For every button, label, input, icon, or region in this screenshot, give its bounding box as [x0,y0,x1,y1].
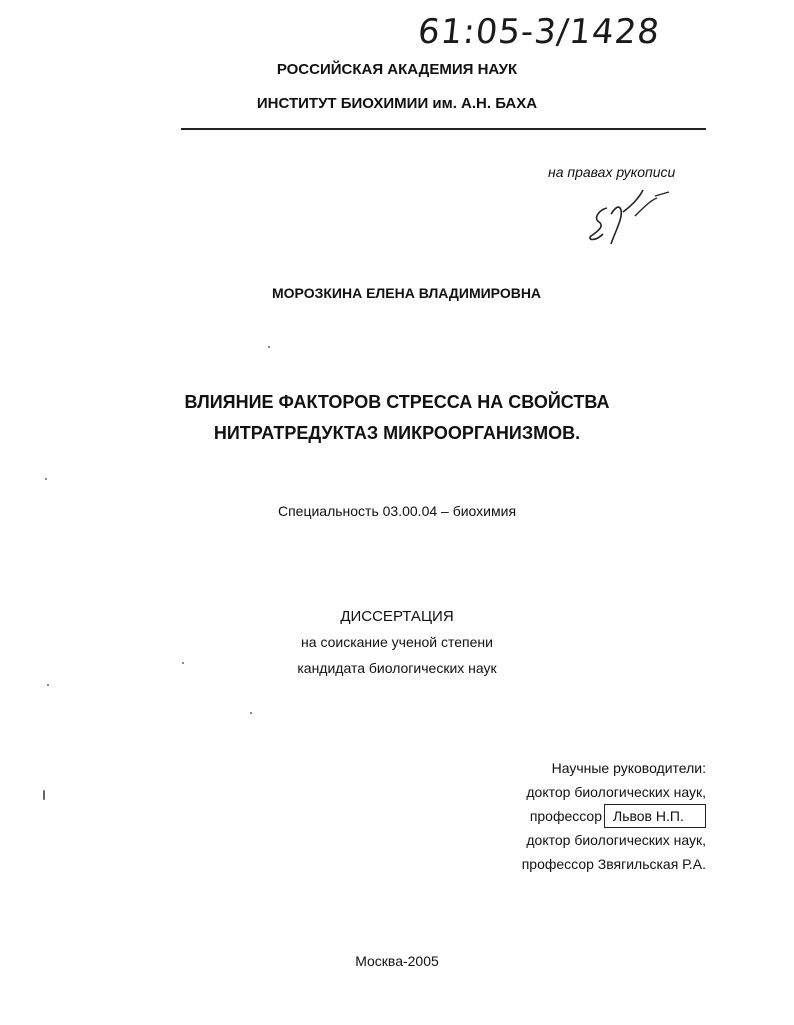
advisor-1-degree: доктор биологических наук, [526,784,706,800]
scan-artifact [250,712,252,714]
dissertation-heading: ДИССЕРТАЦИЯ [340,608,454,625]
advisors-block [522,756,706,876]
specialty-line: Специальность 03.00.04 – биохимия [277,503,517,519]
advisor-1-row [522,804,706,828]
advisors-heading: Научные руководители: [551,760,706,776]
advisor-2-title-name: профессор Звягильская Р.А. [521,856,706,872]
institute-name: ИНСТИТУТ БИОХИМИИ им. А.Н. БАХА [256,95,538,112]
manuscript-rights-note: на правах рукописи [548,164,676,180]
scan-artifact [43,790,45,800]
advisor-1-name-box: Львов Н.П. [604,804,706,828]
scan-artifact [268,346,270,348]
degree-line-2: кандидата биологических наук [297,660,497,676]
advisor-2-degree: доктор биологических наук, [526,832,706,848]
thesis-title-line-2: НИТРАТРЕДУКТАЗ МИКРООРГАНИЗМОВ. [213,423,581,443]
thesis-title-line-1: ВЛИЯНИЕ ФАКТОРОВ СТРЕССА НА СВОЙСТВА [184,392,610,412]
scan-artifact [45,478,47,480]
signature-mark [585,186,677,248]
author-name: МОРОЗКИНА ЕЛЕНА ВЛАДИМИРОВНА [272,285,542,301]
header-divider [181,128,706,130]
archive-code-handwritten: 61:05-3/1428 [415,12,662,52]
advisor-1-title: профессор [529,808,602,824]
degree-line-1: на соискание ученой степени [301,634,493,650]
city-year: Москва-2005 [355,953,439,969]
academy-name: РОССИЙСКАЯ АКАДЕМИЯ НАУК [276,61,518,78]
scan-artifact [47,684,49,686]
scan-artifact [182,662,184,664]
